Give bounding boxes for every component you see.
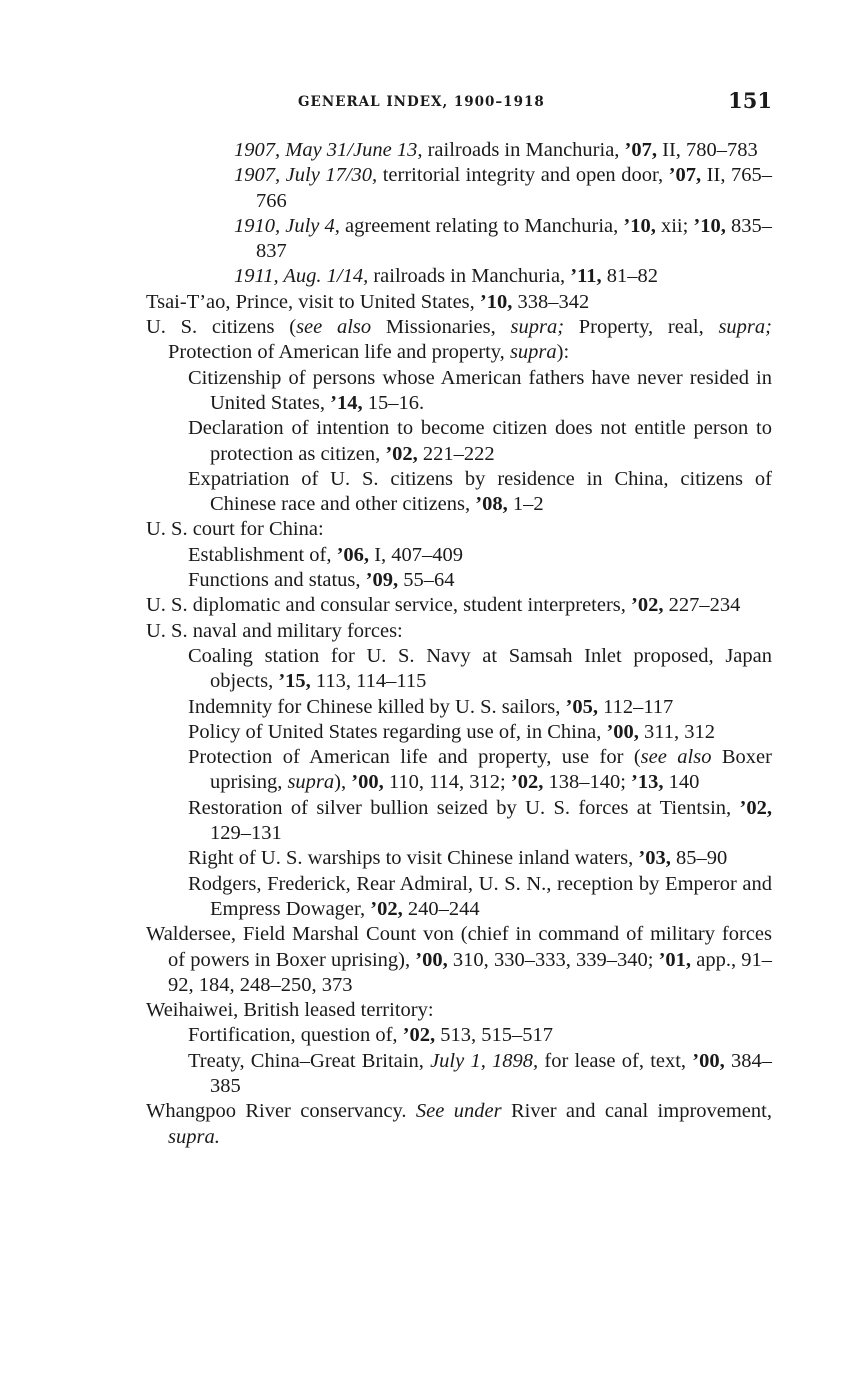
page-header (146, 88, 772, 118)
index-subentry: Right of U. S. warships to visit Chinese inland waters, ’03, 85–90 (188, 847, 728, 870)
index-subentry: Treaty, China–Great Britain, July 1, 1898, for lease of, text, ’00, 384–385 (188, 1049, 772, 1097)
index-subentry: Establishment of, ’06, I, 407–409 (188, 543, 464, 566)
index-entries (146, 138, 772, 1150)
index-entry: Weihaiwei, British leased territory: (146, 999, 434, 1022)
index-subentry: 1907, May 31/June 13, railroads in Manchuria, ’07, II, 780–783 (234, 139, 758, 161)
index-subentry: Functions and status, ’09, 55–64 (188, 569, 455, 592)
index-entry: Tsai-T’ao, Prince, visit to United States, ’10, 338–342 (146, 290, 590, 313)
index-subentry: Citizenship of persons whose American fathers have never resided in United States, ’14, 15–16. (188, 366, 772, 414)
index-subentry: Rodgers, Frederick, Rear Admiral, U. S. N., reception by Emperor and Empress Dowager, ’02, 240–244 (188, 872, 772, 920)
page-number: 151 (728, 88, 772, 113)
index-subentry: 1910, July 4, agreement relating to Manchuria, ’10, xii; ’10, 835–837 (234, 214, 772, 263)
index-subentry: Declaration of intention to become citizen does not entitle person to protection as citizen, ’02, 221–222 (188, 417, 772, 465)
running-head: GENERAL INDEX, 1900–1918 (298, 94, 545, 110)
index-subentry: Coaling station for U. S. Navy at Samsah Inlet proposed, Japan objects, ’15, 113, 114–115 (188, 644, 772, 693)
index-subentry: Protection of American life and property, use for (see also Boxer uprising, supra), ’00, 110, 114, 312; ’02, 138–140; ’13, 140 (188, 746, 772, 794)
index-subentry: Indemnity for Chinese killed by U. S. sailors, ’05, 112–117 (188, 695, 674, 718)
index-entry: Waldersee, Field Marshal Count von (chief in command of military forces of powers in Boxer uprising), ’00, 310, 330–333, 339–340; ’01, app., 91–92, 184, 248–250, 373 (146, 923, 772, 996)
index-entry: Whangpoo River conservancy. See under River and canal improvement, supra. (146, 1100, 772, 1148)
index-subentry: Fortification, question of, ’02, 513, 515–517 (188, 1024, 553, 1047)
index-subentry: 1911, Aug. 1/14, railroads in Manchuria, ’11, 81–82 (234, 265, 658, 288)
index-entry: U. S. citizens (see also Missionaries, supra; Property, real, supra; Protection of American life and property, supra): (146, 316, 772, 364)
index-entry: U. S. naval and military forces: (146, 619, 403, 642)
index-entry: U. S. diplomatic and consular service, student interpreters, ’02, 227–234 (146, 594, 741, 617)
index-subentry: Policy of United States regarding use of, in China, ’00, 311, 312 (188, 720, 716, 743)
index-subentry: Restoration of silver bullion seized by U. S. forces at Tientsin, ’02, 129–131 (188, 796, 772, 845)
index-entry: U. S. court for China: (146, 518, 324, 541)
index-subentry: 1907, July 17/30, territorial integrity and open door, ’07, II, 765–766 (234, 164, 772, 212)
index-subentry: Expatriation of U. S. citizens by residence in China, citizens of Chinese race and other citizens, ’08, 1–2 (188, 467, 772, 516)
